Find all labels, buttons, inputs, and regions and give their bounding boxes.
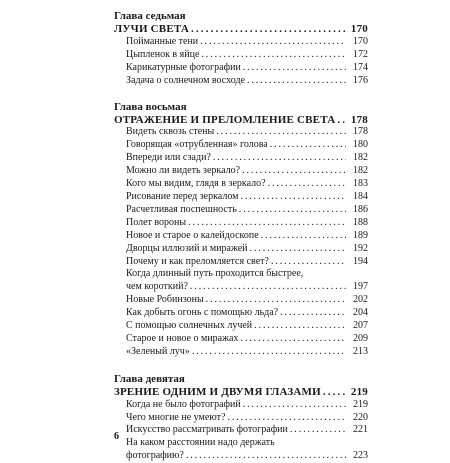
dot-leader	[243, 399, 346, 412]
toc-entry	[114, 191, 368, 204]
dot-leader	[216, 126, 346, 139]
toc-entry	[114, 152, 368, 165]
dot-leader	[243, 62, 346, 75]
dot-leader	[200, 36, 346, 49]
toc-entry-page: 204	[353, 307, 368, 319]
toc-entry-title: Когда длинный путь проходится быстрее,	[126, 268, 304, 280]
chapter-label: Глава седьмая	[114, 10, 186, 22]
dot-leader	[337, 114, 346, 127]
toc-entry	[114, 437, 368, 450]
toc-entry-continuation	[114, 450, 368, 463]
toc-entry-page: 188	[353, 216, 368, 228]
toc-entry-title: Старое и новое о миражах	[126, 332, 239, 344]
dot-leader	[323, 386, 346, 399]
toc-entry	[114, 139, 368, 152]
toc-entry-title: Расчетливая поспешность	[126, 203, 237, 215]
toc-entry-page: 220	[353, 411, 368, 423]
dot-leader	[201, 49, 346, 62]
toc-entry-title: Карикатурные фотографии	[126, 61, 241, 73]
dot-leader	[186, 450, 346, 463]
dot-leader	[206, 294, 346, 307]
table-of-contents	[114, 10, 368, 463]
chapter-title	[114, 386, 368, 399]
dot-leader	[250, 243, 346, 256]
toc-entry-title: С помощью солнечных лучей	[126, 320, 253, 332]
toc-entry	[114, 268, 368, 281]
toc-entry-title: Как добыть огонь с помощью льда?	[126, 307, 279, 319]
toc-entry-page: 221	[353, 424, 368, 436]
toc-entry-title: чем короткий?	[126, 281, 188, 293]
toc-entry-page: 182	[353, 152, 368, 164]
toc-entry	[114, 243, 368, 256]
toc-entry	[114, 412, 368, 425]
toc-entry-page: 178	[353, 126, 368, 138]
toc-entry-title: Видеть сквозь стены	[126, 126, 215, 138]
dot-leader	[188, 217, 346, 230]
toc-entry-page: 194	[353, 255, 368, 267]
toc-entry-title: Когда не было фотографий	[126, 398, 241, 410]
toc-entry-title: Новое и старое о калейдоскопе	[126, 229, 259, 241]
toc-entry-page: 197	[353, 281, 368, 293]
toc-entry-page: 176	[353, 74, 368, 86]
dot-leader	[192, 346, 346, 359]
toc-entry	[114, 294, 368, 307]
toc-entry-page: 186	[353, 203, 368, 215]
toc-entry	[114, 320, 368, 333]
toc-entry-page: 192	[353, 242, 368, 254]
chapter-title	[114, 23, 368, 36]
toc-entry-title: ЗРЕНИЕ ОДНИМ И ДВУМЯ ГЛАЗАМИ	[114, 385, 321, 398]
dot-leader	[270, 139, 346, 152]
toc-entry-page: 182	[353, 165, 368, 177]
toc-entry-title: Полет вороны	[126, 216, 187, 228]
dot-leader	[227, 412, 346, 425]
chapter-label: Глава девятая	[114, 372, 185, 385]
toc-entry	[114, 204, 368, 217]
chapter-label: Глава восьмая	[114, 100, 187, 113]
toc-entry-page: 180	[353, 139, 368, 151]
toc-entry-title: Чего многие не умеют?	[126, 411, 226, 423]
toc-entry-title: Искусство рассматривать фотографии	[126, 424, 288, 436]
toc-entry-page: 184	[353, 190, 368, 202]
toc-entry-title: фотографию?	[126, 450, 184, 462]
toc-entry	[114, 36, 368, 49]
toc-entry-title: На каком расстоянии надо держать	[126, 437, 275, 449]
toc-entry	[114, 126, 368, 139]
toc-entry	[114, 49, 368, 62]
toc-entry-page: 213	[353, 345, 368, 357]
toc-entry-page: 170	[350, 23, 368, 35]
dot-leader	[261, 230, 346, 243]
dot-leader	[240, 333, 346, 346]
toc-entry	[114, 230, 368, 243]
chapter-title	[114, 114, 368, 127]
toc-entry-title: Говорящая «отрубленная» голова	[126, 139, 268, 151]
toc-entry-title: Впереди или сзади?	[126, 152, 211, 164]
toc-entry-page: 183	[353, 178, 368, 190]
toc-entry	[114, 165, 368, 178]
toc-entry-page: 170	[353, 35, 368, 47]
dot-leader	[271, 256, 346, 269]
toc-entry	[114, 217, 368, 230]
toc-entry-title: Кого мы видим, глядя в зеркало?	[126, 178, 266, 190]
toc-entry-title: Можно ли видеть зеркало?	[126, 165, 241, 177]
toc-entry	[114, 399, 368, 412]
toc-entry-title: ОТРАЖЕНИЕ И ПРЕЛОМЛЕНИЕ СВЕТА	[114, 113, 336, 126]
dot-leader	[280, 307, 346, 320]
dot-leader	[254, 320, 346, 333]
toc-entry-title: Рисование перед зеркалом	[126, 190, 239, 202]
dot-leader	[268, 178, 346, 191]
toc-entry-page: 174	[353, 61, 368, 73]
toc-entry-title: Новые Робинзоны	[126, 294, 204, 306]
chapter-spacer	[114, 88, 368, 101]
dot-leader	[290, 424, 346, 437]
toc-entry-continuation	[114, 281, 368, 294]
dot-leader	[191, 23, 346, 36]
toc-entry-title: Дворцы иллюзий и миражей	[126, 242, 248, 254]
toc-entry	[114, 346, 368, 359]
toc-entry-title: ЛУЧИ СВЕТА	[114, 23, 189, 35]
toc-entry-page: 202	[353, 294, 368, 306]
toc-entry-page: 223	[353, 450, 368, 462]
toc-entry-title: «Зеленый луч»	[126, 345, 190, 357]
page-number: 6	[114, 431, 119, 442]
toc-entry	[114, 178, 368, 191]
toc-entry-page: 219	[353, 398, 368, 410]
toc-entry	[114, 256, 368, 269]
toc-entry	[114, 424, 368, 437]
toc-entry-page: 189	[353, 229, 368, 241]
toc-entry-title: Задача о солнечном восходе	[126, 74, 245, 86]
toc-entry	[114, 333, 368, 346]
dot-leader	[247, 75, 346, 88]
toc-entry-page: 178	[350, 113, 368, 126]
toc-entry-title: Цыпленок в яйце	[126, 48, 200, 60]
dot-leader	[213, 152, 346, 165]
toc-entry	[114, 62, 368, 75]
toc-entry-page: 207	[353, 320, 368, 332]
toc-entry-title: Пойманные тени	[126, 35, 199, 47]
chapter-spacer	[114, 359, 368, 373]
dot-leader	[242, 165, 346, 178]
toc-entry-page: 209	[353, 332, 368, 344]
dot-leader	[239, 204, 346, 217]
toc-entry-title: Почему и как преломляется свет?	[126, 255, 269, 267]
dot-leader	[240, 191, 346, 204]
toc-entry	[114, 307, 368, 320]
toc-entry-page: 172	[353, 48, 368, 60]
toc-entry-page: 219	[350, 385, 368, 398]
toc-entry	[114, 75, 368, 88]
dot-leader	[190, 281, 346, 294]
